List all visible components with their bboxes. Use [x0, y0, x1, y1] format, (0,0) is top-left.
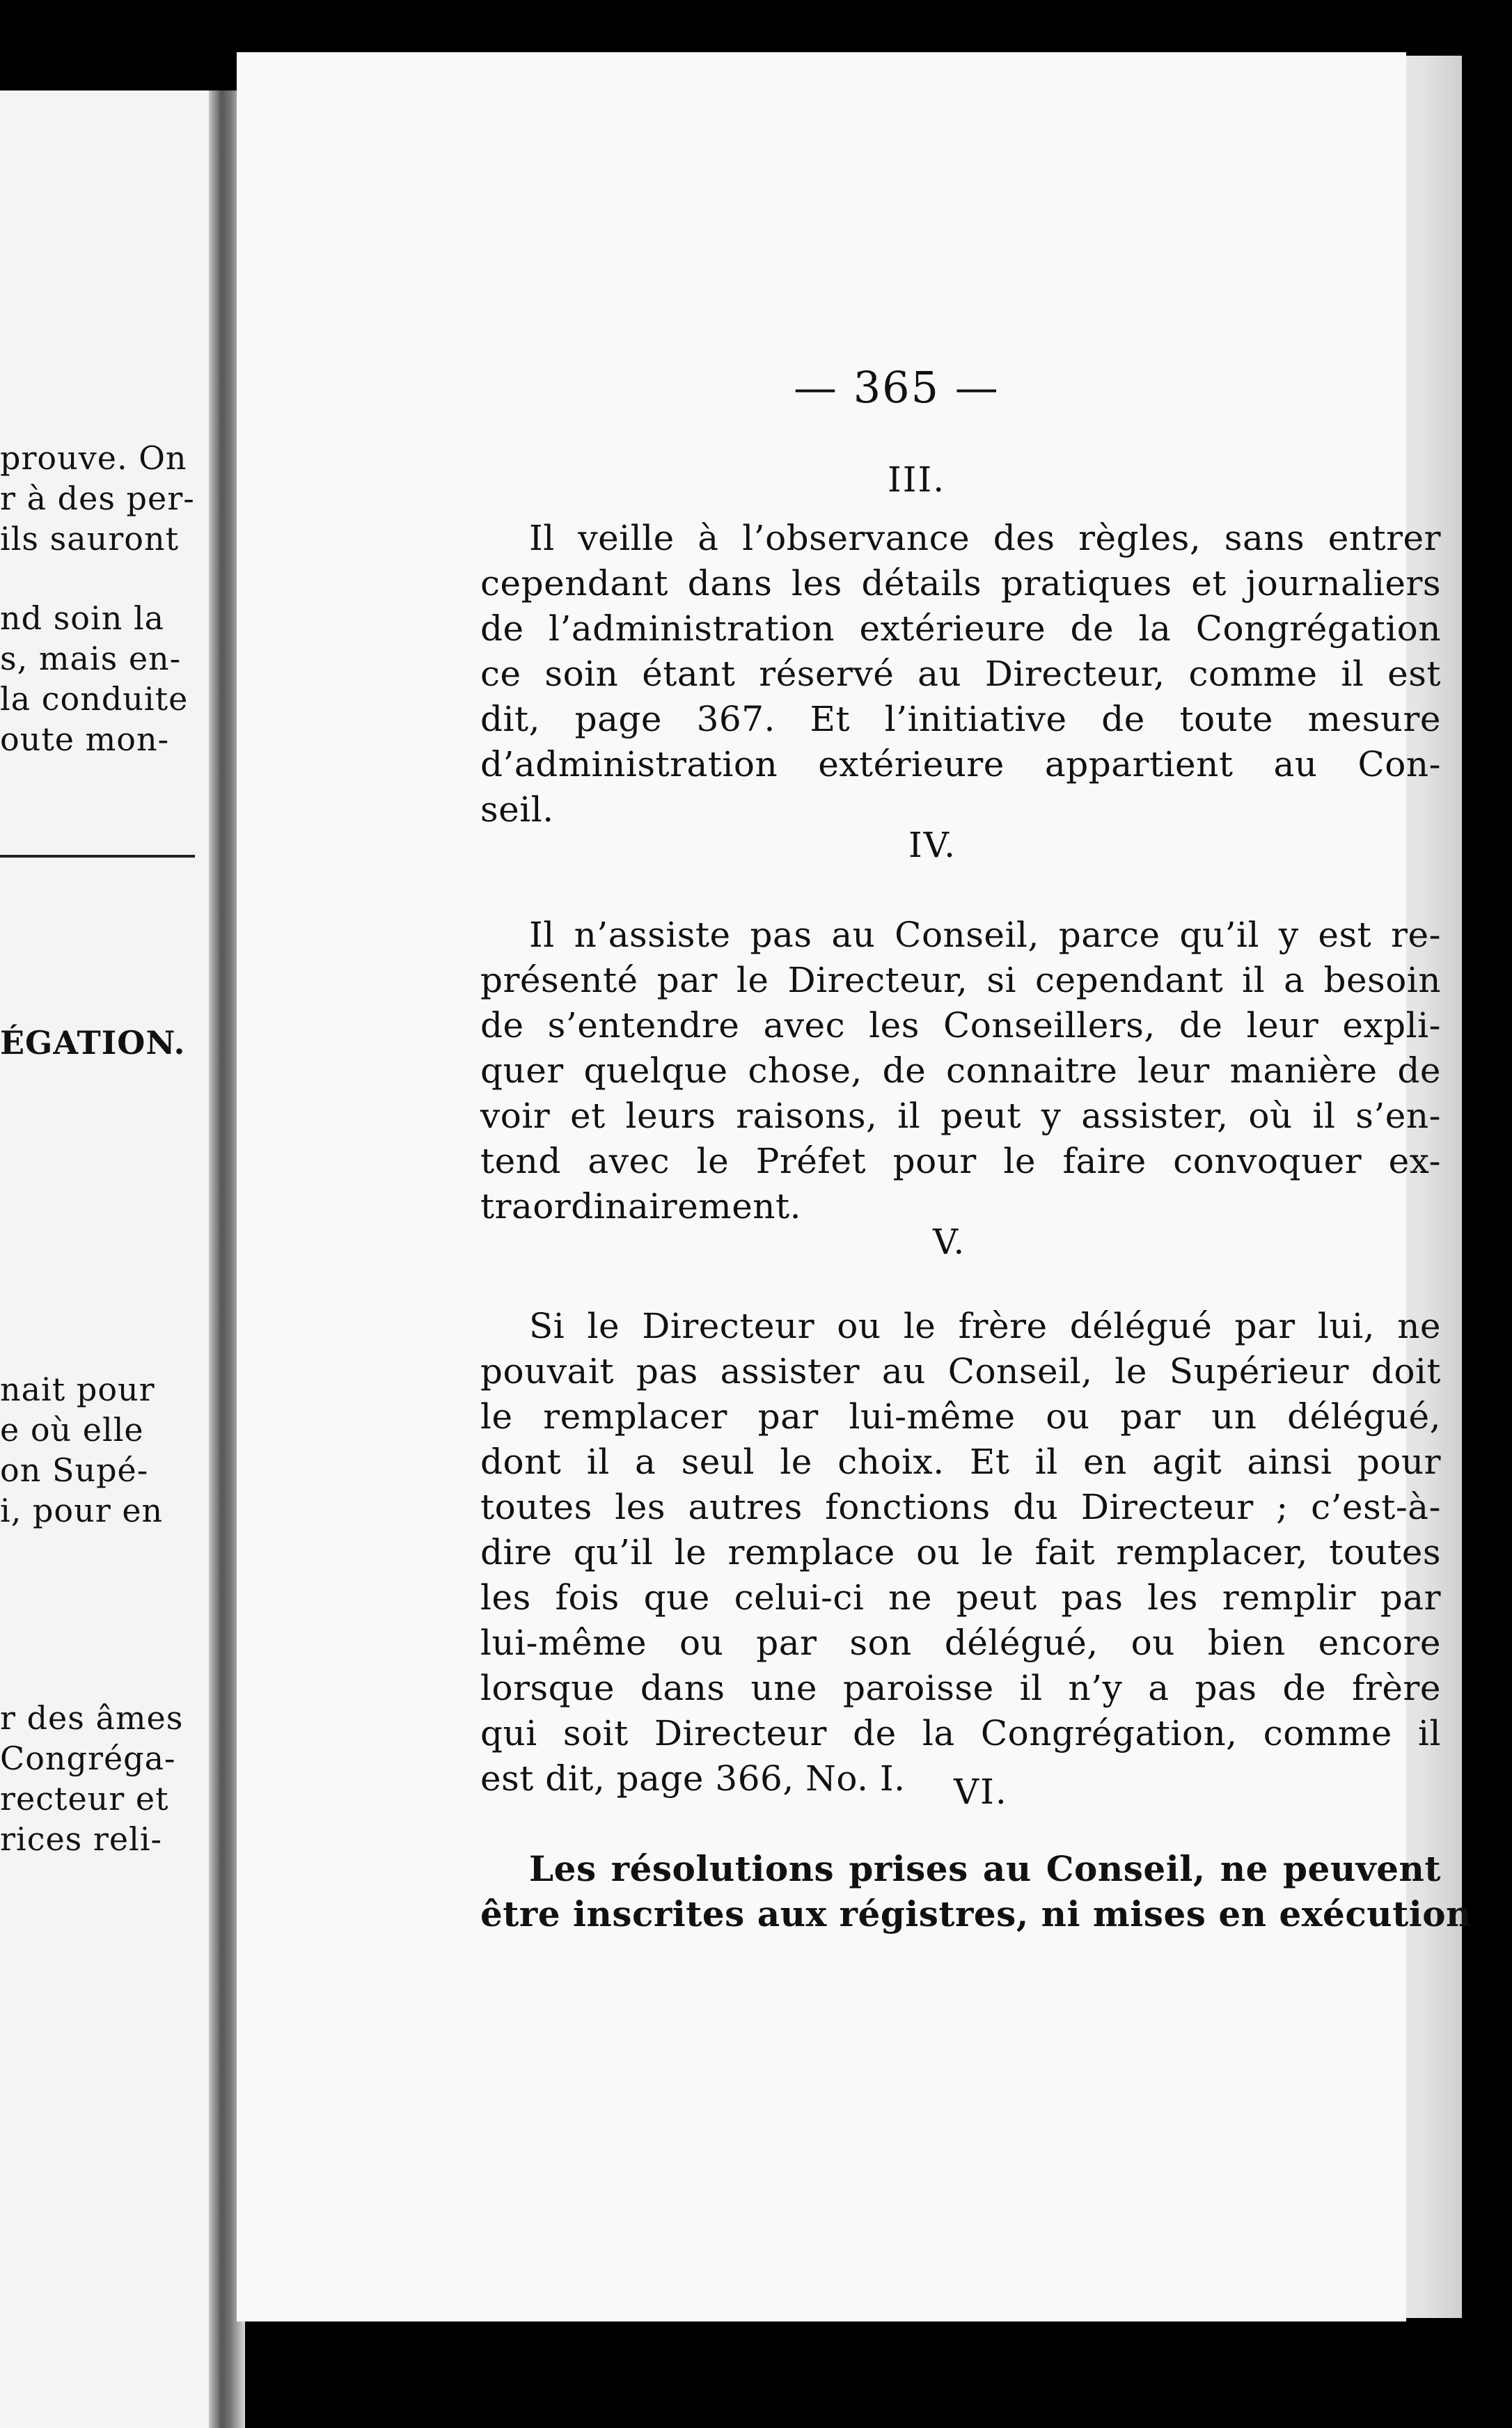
left-page-line: rices reli- [0, 1820, 163, 1858]
body-line: Il veille à l’observance des règles, sans entrer [529, 518, 1441, 558]
body-line: toutes les autres fonctions du Directeur ; c’est-à- [480, 1487, 1441, 1527]
left-page-line: la conduite [0, 680, 189, 718]
body-line: le remplacer par lui-même ou par un délégué, [480, 1396, 1441, 1437]
section-heading: VI. [954, 1772, 1008, 1812]
left-page-line: oute mon- [0, 720, 170, 758]
body-line: pouvait pas assister au Conseil, le Supérieur doit [480, 1351, 1441, 1392]
left-page-line: Congréga- [0, 1740, 176, 1777]
body-line: dit, page 367. Et l’initiative de toute mesure [480, 699, 1441, 739]
body-line: cependant dans les détails pratiques et journaliers [480, 563, 1441, 604]
body-line: de s’entendre avec les Conseillers, de leur expli- [480, 1005, 1441, 1046]
page-number: — 365 — [794, 362, 1000, 413]
left-page-line: i, pour en [0, 1492, 164, 1529]
body-line: est dit, page 366, No. I. [480, 1758, 906, 1799]
body-line: dire qu’il le remplace ou le fait remplacer, toutes [480, 1532, 1441, 1572]
body-line: d’administration extérieure appartient au Con- [480, 744, 1441, 785]
left-page-line: recteur et [0, 1780, 169, 1818]
body-line: traordinairement. [480, 1186, 801, 1227]
body-line: qui soit Directeur de la Congrégation, comme il [480, 1713, 1441, 1753]
body-line: voir et leurs raisons, il peut y assister, où il s’en- [480, 1096, 1441, 1136]
body-line: tend avec le Préfet pour le faire convoquer ex- [480, 1141, 1441, 1181]
body-line: dont il a seul le choix. Et il en agit ainsi pour [480, 1442, 1441, 1482]
section-heading: IV. [908, 825, 957, 865]
body-line: être inscrites aux régistres, ni mises en exécution [480, 1893, 1472, 1934]
left-page-divider [0, 855, 195, 858]
left-page-line: s, mais en- [0, 640, 182, 677]
body-line: quer quelque chose, de connaitre leur manière de [480, 1050, 1441, 1091]
left-page-line: prouve. On [0, 439, 187, 477]
body-line: seil. [480, 789, 554, 830]
body-line: de l’administration extérieure de la Congrégation [480, 608, 1441, 649]
left-page-line: nd soin la [0, 599, 165, 637]
right-page [237, 52, 1472, 2321]
body-line: ce soin étant réservé au Directeur, comme il est [480, 654, 1441, 694]
left-page-line: nait pour [0, 1371, 155, 1408]
left-page-line: ils sauront [0, 520, 180, 558]
body-line: les fois que celui-ci ne peut pas les remplir par [480, 1577, 1441, 1618]
left-page-line: r des âmes [0, 1699, 184, 1737]
body-line: Les résolutions prises au Conseil, ne peuvent [529, 1848, 1441, 1889]
left-page-heading: ÉGATION. [0, 1024, 186, 1062]
left-page-line: on Supé- [0, 1451, 149, 1489]
left-page [0, 90, 223, 2428]
body-line: Si le Directeur ou le frère délégué par lui, ne [529, 1306, 1441, 1346]
left-page-line: e où elle [0, 1411, 144, 1449]
body-line: lorsque dans une paroisse il n’y a pas de frère [480, 1668, 1441, 1708]
section-heading: V. [933, 1222, 966, 1262]
body-line: lui-même ou par son délégué, ou bien encore [480, 1623, 1441, 1663]
body-line: présenté par le Directeur, si cependant il a besoin [480, 960, 1441, 1000]
left-page-line: r à des per- [0, 480, 195, 517]
body-line: Il n’assiste pas au Conseil, parce qu’il y est re- [529, 915, 1441, 955]
section-heading: III. [888, 459, 946, 500]
